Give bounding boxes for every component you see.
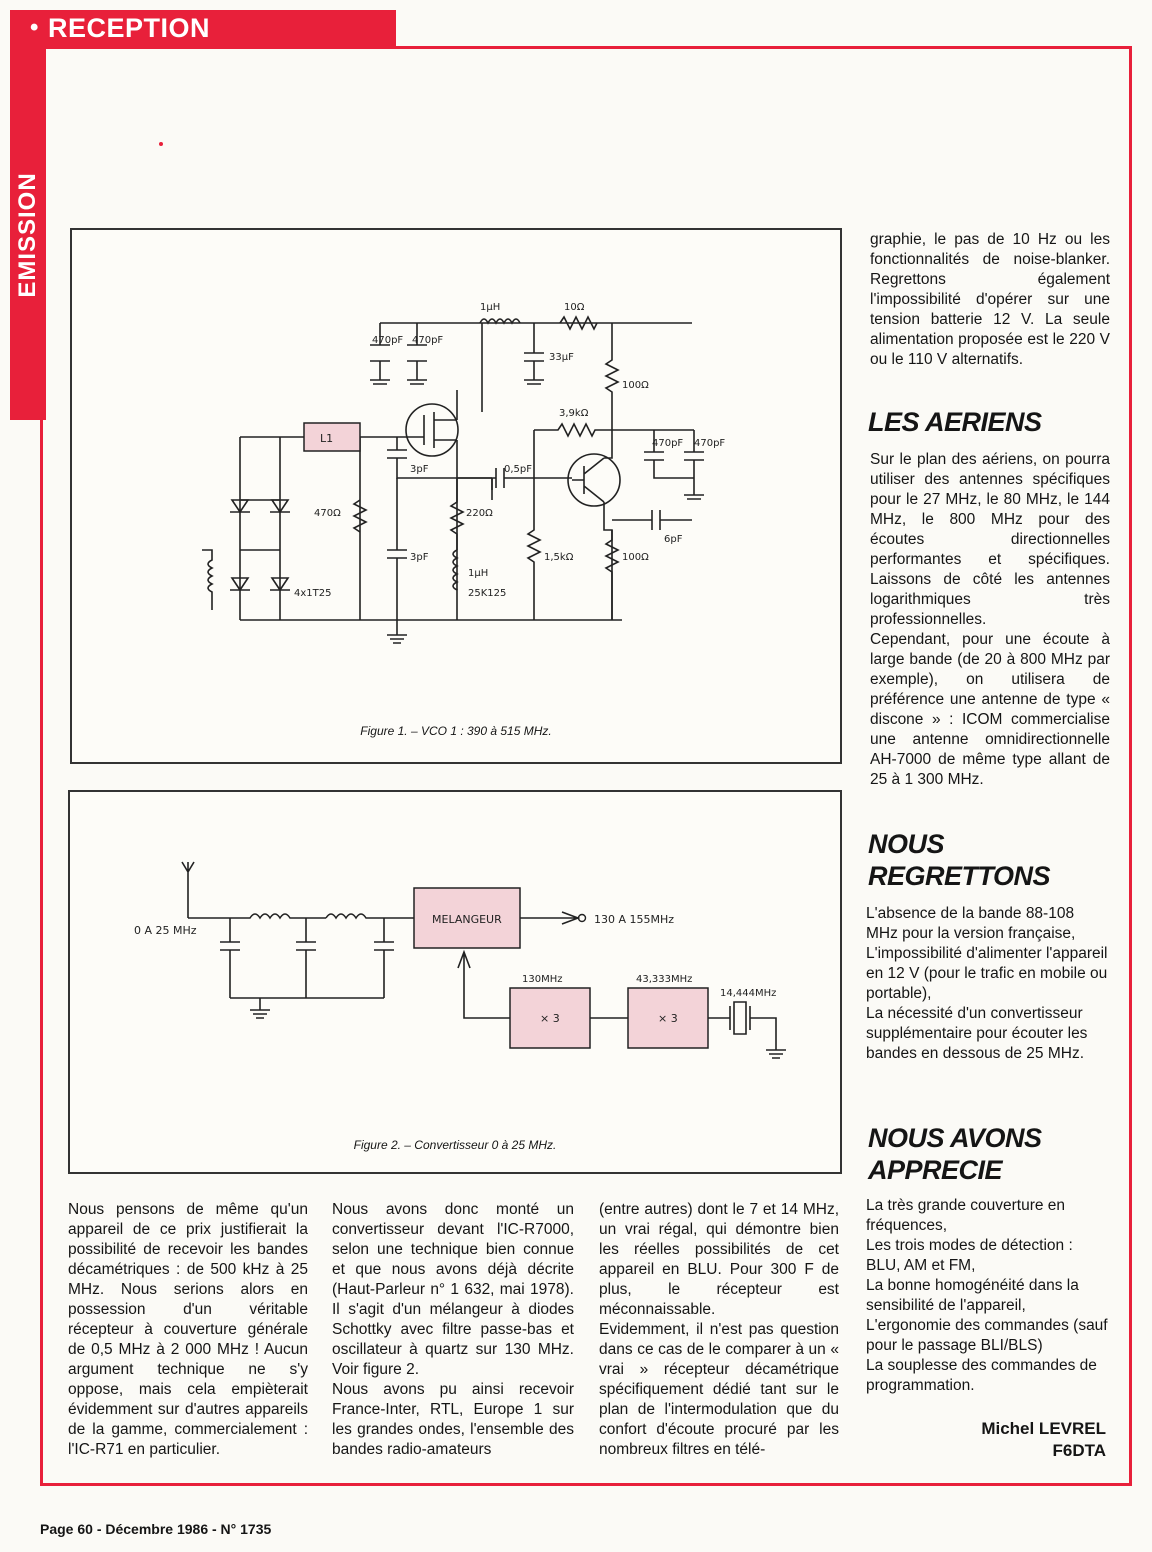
list-item: La très grande couverture en fréquences, [866, 1197, 1066, 1234]
label-3pf-b: 3pF [410, 552, 429, 563]
label-10ohm: 10Ω [564, 302, 585, 313]
figure-1-caption: Figure 1. – VCO 1 : 390 à 515 MHz. [360, 724, 552, 738]
label-1-5k: 1,5kΩ [544, 552, 574, 563]
list-item: L'impossibilité d'alimenter l'appareil en 12 V (pour le trafic en mobile ou portable), [866, 945, 1108, 1002]
label-470pf-c: 470pF [652, 438, 684, 449]
label-6pf: 6pF [664, 534, 683, 545]
page-footer: Page 60 - Décembre 1986 - N° 1735 [40, 1521, 272, 1537]
label-3pf-a: 3pF [410, 464, 429, 475]
regrettons-list [866, 904, 1110, 1064]
label-4x1t25: 4x1T25 [294, 588, 332, 599]
list-item: La nécessité d'un convertisseur supplémentaire pour écouter les bandes en dessous de 25 MHz. [866, 1005, 1088, 1062]
label-output-range: 130 A 155MHz [594, 913, 675, 926]
label-100ohm-top: 100Ω [622, 380, 649, 391]
list-item: La souplesse des commandes de programmation. [866, 1357, 1097, 1394]
body-column-2 [332, 1200, 574, 1460]
label-470pf-a: 470pF [372, 335, 404, 346]
label-130mhz: 130MHz [522, 974, 563, 985]
label-470pf-d: 470pF [694, 438, 726, 449]
list-item: L'ergonomie des commandes (sauf pour le passage BLI/BLS) [866, 1317, 1108, 1354]
converter-schematic [70, 792, 844, 1176]
label-input-range: 0 A 25 MHz [134, 924, 197, 937]
label-100ohm-bottom: 100Ω [622, 552, 649, 563]
author-callsign: F6DTA [1052, 1441, 1106, 1460]
label-3-9k: 3,9kΩ [559, 408, 589, 419]
body-column-1 [68, 1200, 308, 1460]
author-name: Michel LEVREL [981, 1419, 1106, 1438]
decorative-dot [159, 142, 163, 146]
label-43mhz: 43,333MHz [636, 974, 693, 985]
figure-2-caption: Figure 2. – Convertisseur 0 à 25 MHz. [353, 1138, 557, 1152]
label-220ohm: 220Ω [466, 508, 493, 519]
label-33uf: 33µF [549, 352, 574, 363]
paragraph: Cependant, pour une écoute à large bande (de 20 à 800 MHz par exemple), on utilisera de préférence une antenne de type « discone » : ICOM commercialise une antenne omnidirectionnelle AH-7000 de même type allant de 25 à 1 300 MHz. [870, 631, 1110, 788]
paragraph: graphie, le pas de 10 Hz ou les fonctionnalités de noise-blanker. Regrettons également l'impossibilité d'opérer sur une tension batterie 12 V. La seule alimentation proposée est le 220 V ou le 110 V alternatifs. [870, 231, 1110, 368]
label-crystal-freq: 14,444MHz [720, 988, 777, 999]
label-0-5pf: 0,5pF [504, 464, 533, 475]
label-1uh: 1µH [480, 302, 501, 313]
paragraph: Sur le plan des aériens, on pourra utiliser des antennes spécifiques pour le 27 MHz, le 80 MHz, le 144 MHz, le 800 MHz pour des écoutes directionnelles performantes et spécifiques. Laissons de côté les antennes logarithmiques très professionnelles. [870, 451, 1110, 628]
apprecie-list [866, 1196, 1110, 1396]
label-l1: L1 [320, 432, 334, 445]
label-mult-1: × 3 [540, 1012, 560, 1025]
label-470ohm: 470Ω [314, 508, 341, 519]
label-470pf-b: 470pF [412, 335, 444, 346]
banner-dot: • [30, 14, 39, 41]
list-item: L'absence de la bande 88-108 MHz pour la version française, [866, 905, 1076, 942]
figure-2 [68, 790, 842, 1174]
paragraph: Nous pensons de même qu'un appareil de ce prix justifierait la possibilité de recevoir les bandes décamétriques : de 500 kHz à 25 MHz. Nous serions alors en possession d'un véritable récepteur à couverture générale de 0,5 MHz à 2 000 MHz ! Aucun argument technique ne s'y oppose, mais cela empièterait évidemment sur d'autres appareils de la gamme, commercialement : l'IC-R71 en particulier. [68, 1201, 308, 1458]
paragraph: (entre autres) dont le 7 et 14 MHz, un vrai régal, qui démontre bien les réelles possibilités de cet appareil en BLU. Pour 300 F de plus, le récepteur est méconnaissable. [599, 1201, 839, 1318]
vco-schematic [72, 230, 844, 766]
heading-les-aeriens: LES AERIENS [868, 407, 1042, 437]
label-mult-2: × 3 [658, 1012, 678, 1025]
aeriens-text [870, 450, 1110, 790]
paragraph: Nous avons donc monté un convertisseur devant l'IC-R7000, selon une technique bien connue et que nous avons déjà décrite (Haut-Parleur n° 1 632, mai 1978). Il s'agit d'un mélangeur à diodes Schottky avec filtre passe-bas et oscillateur à quartz sur 130 MHz. Voir figure 2. [332, 1201, 574, 1378]
list-item: La bonne homogénéité dans la sensibilité de l'appareil, [866, 1277, 1079, 1314]
body-column-3 [599, 1200, 839, 1460]
author-signature [900, 1418, 1106, 1462]
list-item: Les trois modes de détection : BLU, AM et FM, [866, 1237, 1073, 1274]
label-1uh-choke: 1µH [468, 568, 489, 579]
paragraph: Evidemment, il n'est pas question dans ce cas de le comparer à un « vrai » récepteur décamétrique spécifiquement dédié tant sur le plan de l'intermodulation que du confort d'écoute procuré par les nombreux filtres en télé- [599, 1321, 839, 1458]
side-banner-label: EMISSION [14, 172, 41, 298]
label-mixer: MELANGEUR [432, 913, 502, 926]
right-column-intro [870, 230, 1110, 370]
heading-nous-regrettons: NOUS REGRETTONS [868, 829, 1051, 891]
label-25k125: 25K125 [468, 588, 507, 599]
section-banner [10, 10, 396, 46]
heading-nous-avons-apprecie: NOUS AVONS APPRECIE [868, 1123, 1042, 1185]
paragraph: Nous avons pu ainsi recevoir France-Inter, RTL, Europe 1 sur les grandes ondes, l'ensemble des bandes radio-amateurs [332, 1381, 574, 1458]
section-title: RECEPTION [48, 13, 211, 43]
figure-1 [70, 228, 842, 764]
